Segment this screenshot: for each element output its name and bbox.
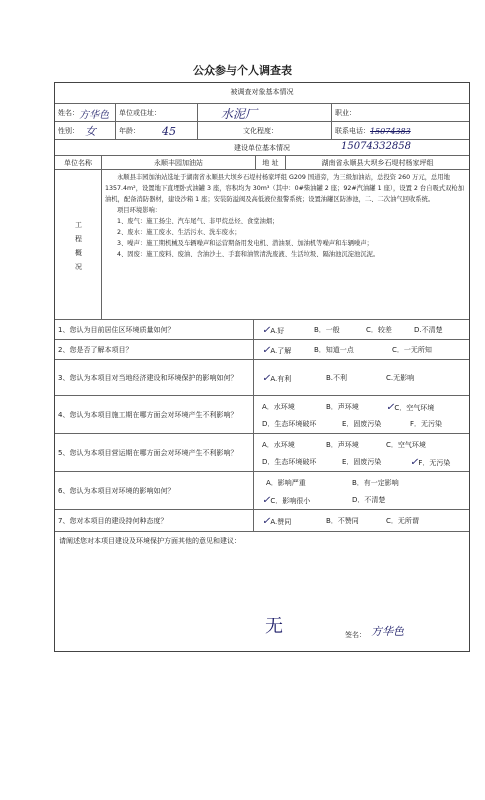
- work-unit-value: 水泥厂: [221, 106, 258, 121]
- phone-struck-value: 15074383: [370, 126, 411, 136]
- name-value: 方华色: [79, 109, 109, 121]
- q1-option-a[interactable]: ✓A.好: [262, 324, 285, 336]
- education-field[interactable]: [197, 122, 331, 140]
- description-air: 1、废气：施工扬尘、汽车尾气、非甲烷总烃、食堂油烟；: [117, 218, 279, 225]
- occupation-field[interactable]: [331, 104, 469, 122]
- signature-label: 签名：: [345, 631, 366, 639]
- q5-option-f[interactable]: ✓F．无污染: [410, 457, 451, 468]
- question-6-row: [55, 471, 469, 510]
- q7-option-b[interactable]: B．不赞同: [326, 517, 359, 525]
- respondent-section-title: 被调查对象基本情况: [230, 88, 294, 96]
- question-5-row: [55, 433, 469, 472]
- overview-label-cell: [55, 170, 102, 320]
- education-label: 文化程度：: [243, 127, 278, 135]
- question-7-text: 7、您对本项目的建设持何种态度？: [58, 517, 168, 525]
- q4-option-c[interactable]: ✓C．空气环境: [386, 402, 435, 413]
- question-3-text: 3、您认为本项目对当地经济建设和环境保护的影响如何？: [58, 373, 238, 382]
- question-4-text: 4、您认为本项目施工期在哪方面会对环境产生不利影响？: [58, 410, 238, 419]
- check-mark-icon: ✓: [410, 457, 419, 468]
- question-7-row: [55, 509, 469, 532]
- project-section-row: [55, 139, 469, 156]
- q6-option-d[interactable]: D．不清楚: [352, 496, 386, 504]
- question-1-options: [253, 320, 469, 340]
- question-1-row: [55, 319, 469, 340]
- q4-option-f[interactable]: F．无污染: [410, 420, 443, 428]
- comments-prompt: 请阐述您对本项目建设及环境保护方面其他的意见和建议：: [59, 537, 241, 545]
- age-label: 年龄：: [119, 127, 140, 135]
- q5-option-c[interactable]: C．空气环境: [386, 441, 426, 449]
- q5-option-d[interactable]: D．生态环境破坏: [262, 458, 317, 466]
- question-5-text: 5、您认为本项目营运期在哪方面会对环境产生不利影响？: [58, 448, 238, 457]
- question-5-options: [253, 434, 469, 472]
- question-3-row: [55, 359, 469, 396]
- description-noise: 3、噪声：施工期机械及车辆噪声和运营期备用发电机、潜油泵、加油机等噪声和车辆噪声；: [117, 240, 373, 247]
- project-description: [105, 172, 465, 260]
- q4-option-e[interactable]: E．固废污染: [342, 420, 382, 428]
- q5-option-e[interactable]: E．固废污染: [342, 458, 382, 466]
- respondent-row-2: [55, 121, 469, 140]
- question-2-options: [253, 340, 469, 360]
- check-mark-icon: ✓: [262, 372, 271, 384]
- phone-value: 15074332858: [341, 141, 411, 152]
- q6-option-a[interactable]: A．影响严重: [266, 479, 306, 487]
- name-label: 姓名：: [58, 109, 79, 117]
- q4-option-b[interactable]: B．声环境: [326, 403, 359, 411]
- occupation-label: 职业：: [335, 109, 356, 117]
- gender-label: 性别：: [58, 127, 79, 135]
- q6-option-c[interactable]: ✓C．影响很小: [262, 495, 311, 506]
- q4-option-a[interactable]: A．水环境: [262, 403, 295, 411]
- q2-option-b[interactable]: B．知道一点: [314, 346, 354, 354]
- q1-option-d[interactable]: D.不清楚: [414, 326, 443, 334]
- work-unit-field[interactable]: [197, 104, 331, 122]
- question-6-options: [253, 472, 469, 510]
- address-label: 地 址: [255, 156, 285, 170]
- project-overview-row: [55, 169, 469, 320]
- question-4-row: [55, 395, 469, 434]
- q7-option-a[interactable]: ✓A.赞同: [262, 515, 292, 527]
- q5-option-b[interactable]: B．声环境: [326, 441, 359, 449]
- phone-label: 联系电话：: [335, 127, 370, 135]
- check-mark-icon: ✓: [262, 324, 271, 336]
- description-water: 2、废水：施工废水、生活污水、洗车废水；: [117, 229, 241, 236]
- question-6-text: 6、您认为本项目对环境的影响如何？: [58, 487, 175, 495]
- question-1-text: 1、您认为目前居住区环境质量如何？: [58, 326, 175, 334]
- address-value: 湖南省永顺县大坝乡石堤村杨家坪组: [285, 156, 469, 170]
- description-impacts-heading: 项目环境影响：: [117, 207, 162, 214]
- q2-option-a[interactable]: ✓A.了解: [262, 344, 292, 356]
- description-waste: 4、固废：施工废料、废油、含油沙土、手套和油管清洗废液、生活垃圾、隔油池沉淀池沉泥。: [117, 251, 380, 258]
- q3-option-a[interactable]: ✓A.有利: [262, 372, 292, 384]
- q5-option-a[interactable]: A．水环境: [262, 441, 295, 449]
- q3-option-c[interactable]: C.无影响: [386, 374, 415, 382]
- q6-option-b[interactable]: B．有一定影响: [352, 479, 399, 487]
- overview-label: 工程概况: [75, 221, 82, 271]
- comments-answer[interactable]: 无: [265, 616, 283, 637]
- comments-row: [55, 531, 469, 651]
- q2-option-c[interactable]: C．一无所知: [392, 346, 432, 354]
- project-section-title: 建设单位基本情况: [234, 144, 290, 152]
- check-mark-icon: ✓: [262, 344, 271, 356]
- unit-name-value: 永顺丰园加油站: [101, 156, 255, 170]
- question-4-options: [253, 396, 469, 434]
- q3-option-b[interactable]: B.不利: [326, 374, 348, 382]
- q4-option-d[interactable]: D．生态环境破坏: [262, 420, 317, 428]
- phone-field[interactable]: [331, 122, 469, 140]
- q1-option-c[interactable]: C．较差: [366, 326, 392, 334]
- q7-option-c[interactable]: C．无所谓: [386, 517, 419, 525]
- check-mark-icon: ✓: [262, 515, 271, 527]
- check-mark-icon: ✓: [386, 402, 395, 413]
- respondent-row-1: [55, 103, 469, 122]
- gender-value: 女: [85, 125, 96, 138]
- question-3-options: [253, 360, 469, 396]
- description-paragraph: 永顺县丰园加油站选址于湖南省永顺县大坝乡石堤村杨家坪组 G209 国道旁，为三级加油站，总投资 260 万元，总用地 1357.4m²，设置地下直埋卧式油罐 3 座，容积均为 30m³（其中：0#柴油罐 2 座；92#汽油罐 1 座），设置 2 台自吸式双枪加油机，配备消防器材，建设沙箱 1 座；安装防溢阀及高低液位报警系统；设置油罐区防渗池，二、二次油气回收系统。: [105, 174, 464, 203]
- age-field[interactable]: [115, 122, 197, 140]
- gender-field[interactable]: [55, 122, 115, 140]
- unit-name-label: 单位名称: [64, 159, 92, 167]
- signature-value[interactable]: 方华色: [371, 625, 404, 638]
- work-unit-label: 单位或住址：: [115, 104, 197, 122]
- name-field[interactable]: [55, 104, 115, 122]
- check-mark-icon: ✓: [262, 495, 271, 506]
- form-title: 公众参与个人调查表: [193, 64, 292, 77]
- question-2-text: 2、您是否了解本项目？: [58, 346, 133, 354]
- survey-form: [54, 82, 470, 652]
- q1-option-b[interactable]: B．一般: [314, 326, 340, 334]
- age-value: 45: [162, 124, 176, 138]
- project-row-unit: [55, 155, 469, 170]
- question-7-options: [253, 510, 469, 532]
- question-2-row: [55, 339, 469, 360]
